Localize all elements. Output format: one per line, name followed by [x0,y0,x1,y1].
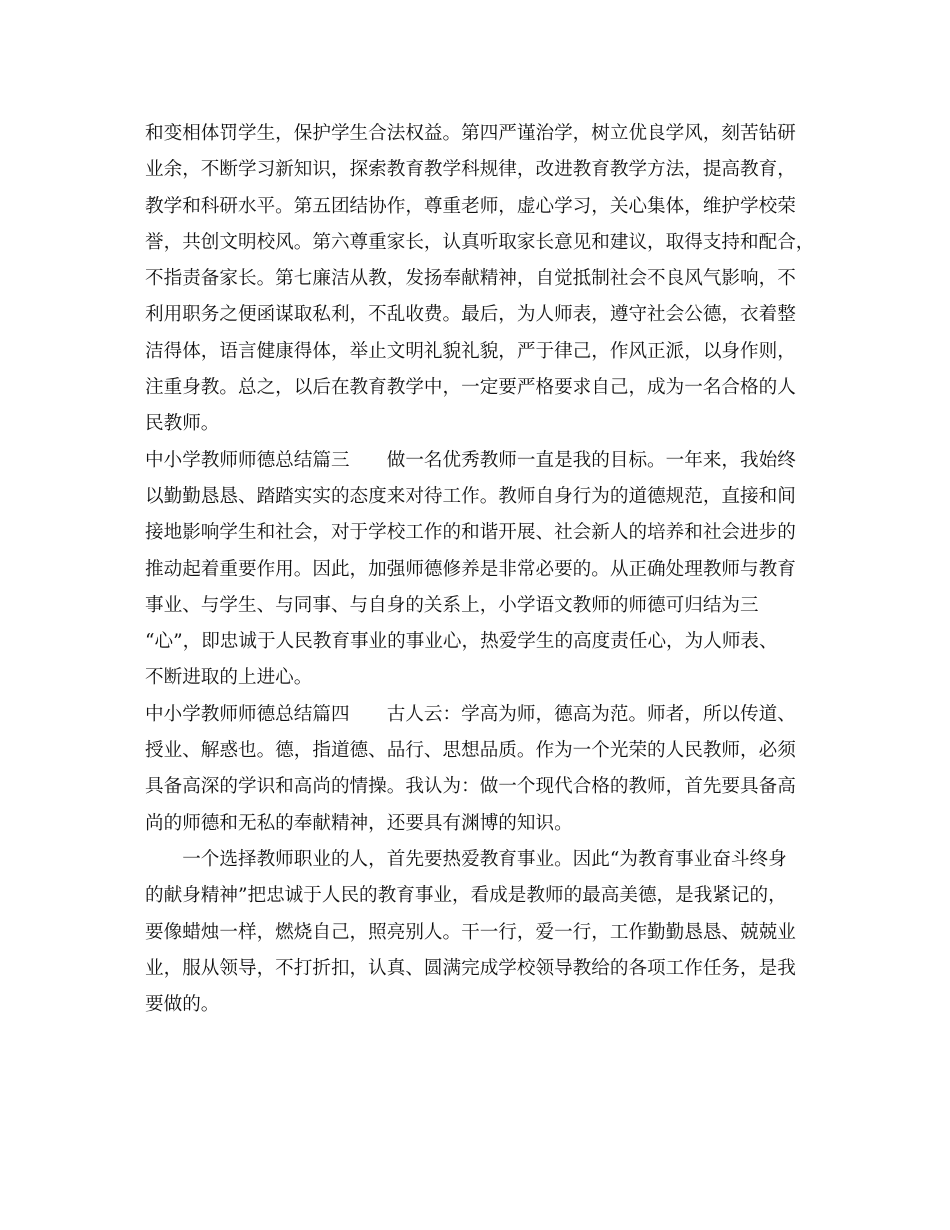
text-line: 民教师。 [145,413,220,435]
text-line: 教学和科研水平。第五团结协作，尊重老师，虚心学习，关心集体，维护学校荣 [145,195,796,217]
text-line: 誉，共创文明校风。第六尊重家长，认真听取家长意见和建议，取得支持和配合， [145,231,815,253]
text-line: 具备高深的学识和高尚的情操。我认为：做一个现代合格的教师，首先要具备高 [145,776,796,798]
section-heading-line: 中小学教师师德总结篇三 做一名优秀教师一直是我的目标。一年来，我始终 [145,449,796,471]
text-line: 洁得体，语言健康得体，举止文明礼貌礼貌，严于律己，作风正派，以身作则， [145,340,796,362]
text-line: 推动起着重要作用。因此，加强师德修养是非常必要的。从正确处理教师与教育 [145,558,796,580]
text-line: 和变相体罚学生，保护学生合法权益。第四严谨治学，树立优良学风，刻苦钻研 [145,123,796,144]
text-line: 利用职务之便函谋取私利，不乱收费。最后，为人师表，遵守社会公德，衣着整 [145,304,796,326]
body-text [145,116,817,1023]
text-line: “心”，即忠诚于人民教育事业的事业心，热爱学生的高度责任心，为人师表、 [145,631,778,653]
text-line: 不指责备家长。第七廉洁从教，发扬奉献精神，自觉抵制社会不良风气影响，不 [145,268,796,290]
text-line: 业余，不断学习新知识，探索教育教学科规律，改进教育教学方法，提高教育， [145,159,796,181]
text-line: 授业、解惑也。德，指道德、品行、思想品质。作为一个光荣的人民教师，必须 [145,740,796,762]
text-line: 业，服从领导，不打折扣，认真、圆满完成学校领导教给的各项工作任务，是我 [145,957,796,979]
text-line: 尚的师德和无私的奉献精神，还要具有渊博的知识。 [145,812,573,834]
text-line: 接地影响学生和社会，对于学校工作的和谐开展、社会新人的培养和社会进步的 [145,522,796,544]
text-line: 不断进取的上进心。 [145,667,313,689]
text-line: 事业、与学生、与同事、与自身的关系上，小学语文教师的师德可归结为三 [145,594,759,616]
text-line: 以勤勤恳恳、踏踏实实的态度来对待工作。教师自身行为的道德规范，直接和间 [145,485,796,507]
text-line: 注重身教。总之，以后在教育教学中，一定要严格要求自己，成为一名合格的人 [145,377,796,399]
text-line: 要像蜡烛一样，燃烧自己，照亮别人。干一行，爱一行，工作勤勤恳恳、兢兢业 [145,921,796,943]
text-line: 的献身精神”把忠诚于人民的教育事业，看成是教师的最高美德，是我紧记的， [145,885,787,907]
section-heading-line: 中小学教师师德总结篇四 古人云：学高为师，德高为范。师者，所以传道、 [145,703,796,725]
text-line: 要做的。 [145,994,220,1016]
paragraph-start-line: 一个选择教师职业的人，首先要热爱教育事业。因此“为教育事业奋斗终身 [145,848,787,870]
